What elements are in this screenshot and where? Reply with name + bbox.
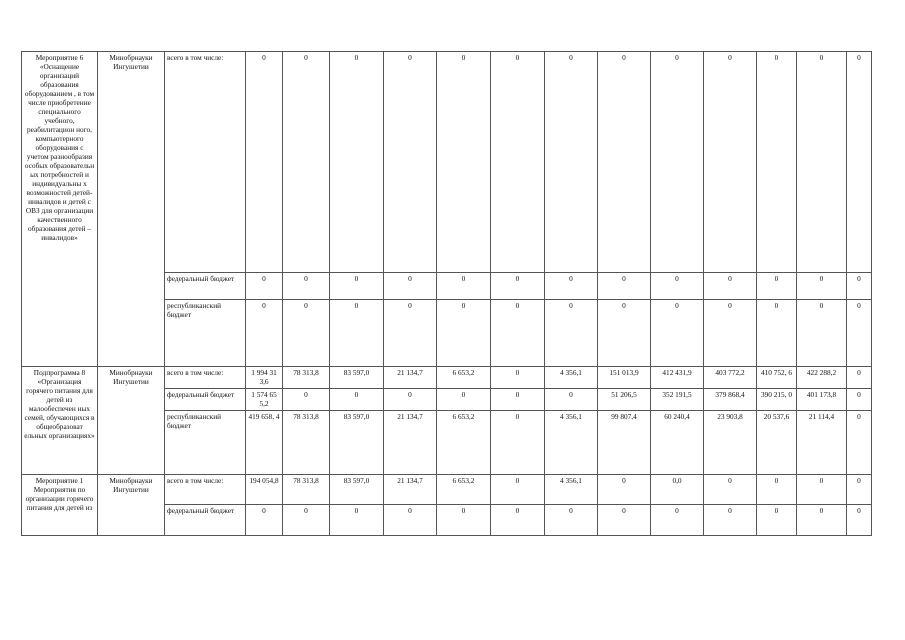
table-body (22, 52, 872, 536)
funding-source-cell: федеральный бюджет (165, 389, 246, 411)
value-cell: 151 013,9 (598, 367, 651, 389)
value-cell: 4 356,1 (545, 475, 598, 505)
value-cell: 0 (330, 273, 384, 300)
table-row (22, 367, 872, 389)
value-cell: 0 (797, 475, 847, 505)
funding-source-cell: республиканский бюджет (165, 411, 246, 475)
value-cell: 0 (651, 505, 704, 536)
value-cell: 6 653,2 (437, 367, 491, 389)
event-name-cell: Мероприятие 6 «Оснащение организаций образования оборудованием , в том числе приобретение специального учебного, реабилитацион ного, компьютерного оборудования с учетом разнообразия особых образовательн ых потребностей и индивидуальны х возможностей детей-инвалидов и детей с ОВЗ для организации качественного образования детей – инвалидов» (22, 52, 98, 367)
value-cell: 1 994 31 3,6 (246, 367, 283, 389)
value-cell: 0 (545, 389, 598, 411)
value-cell: 83 597,0 (330, 411, 384, 475)
value-cell: 0 (545, 300, 598, 367)
table-row (22, 475, 872, 505)
value-cell: 4 356,1 (545, 367, 598, 389)
value-cell: 0 (384, 389, 437, 411)
value-cell: 352 191,5 (651, 389, 704, 411)
value-cell: 1 574 65 5,2 (246, 389, 283, 411)
value-cell: 0 (384, 505, 437, 536)
value-cell: 0 (797, 505, 847, 536)
value-cell: 0 (384, 52, 437, 273)
value-cell: 0 (545, 505, 598, 536)
funding-source-cell: республиканский бюджет (165, 300, 246, 367)
value-cell: 412 431,9 (651, 367, 704, 389)
budget-table (21, 51, 872, 536)
value-cell: 0 (283, 505, 330, 536)
value-cell: 21 134,7 (384, 411, 437, 475)
value-cell: 0 (847, 367, 872, 389)
value-cell: 0 (246, 52, 283, 273)
executor-cell: Минобрнауки Ингушетии (98, 52, 165, 367)
value-cell: 0 (246, 505, 283, 536)
value-cell: 0 (545, 52, 598, 273)
value-cell: 0 (757, 475, 797, 505)
value-cell: 0 (437, 505, 491, 536)
value-cell: 21 114,4 (797, 411, 847, 475)
value-cell: 0 (651, 273, 704, 300)
value-cell: 0 (491, 273, 545, 300)
value-cell: 401 173,8 (797, 389, 847, 411)
funding-source-cell: федеральный бюджет (165, 273, 246, 300)
value-cell: 0 (847, 475, 872, 505)
value-cell: 0 (437, 389, 491, 411)
value-cell: 0 (491, 389, 545, 411)
value-cell: 422 288,2 (797, 367, 847, 389)
value-cell: 0 (598, 52, 651, 273)
value-cell: 0 (437, 273, 491, 300)
value-cell: 21 134,7 (384, 475, 437, 505)
value-cell: 0 (847, 52, 872, 273)
value-cell: 0 (330, 300, 384, 367)
table-row (22, 52, 872, 273)
value-cell: 83 597,0 (330, 475, 384, 505)
value-cell: 6 653,2 (437, 475, 491, 505)
value-cell: 0 (704, 52, 757, 273)
value-cell: 78 313,8 (283, 411, 330, 475)
value-cell: 0 (491, 52, 545, 273)
value-cell: 0 (437, 52, 491, 273)
value-cell: 0 (704, 505, 757, 536)
value-cell: 0 (437, 300, 491, 367)
value-cell: 0 (598, 475, 651, 505)
value-cell: 0 (847, 300, 872, 367)
value-cell: 0 (246, 300, 283, 367)
value-cell: 0 (797, 300, 847, 367)
value-cell: 60 240,4 (651, 411, 704, 475)
value-cell: 0 (704, 300, 757, 367)
value-cell: 194 054,8 (246, 475, 283, 505)
value-cell: 0 (330, 505, 384, 536)
value-cell: 0 (598, 300, 651, 367)
value-cell: 0 (283, 300, 330, 367)
value-cell: 419 658, 4 (246, 411, 283, 475)
value-cell: 0 (797, 273, 847, 300)
value-cell: 21 134,7 (384, 367, 437, 389)
value-cell: 0 (847, 389, 872, 411)
value-cell: 0 (384, 300, 437, 367)
value-cell: 0 (847, 273, 872, 300)
value-cell: 0 (491, 475, 545, 505)
value-cell: 83 597,0 (330, 367, 384, 389)
value-cell: 0 (757, 300, 797, 367)
value-cell: 23 903,8 (704, 411, 757, 475)
value-cell: 0 (246, 273, 283, 300)
event-name-cell: Мероприятие 1 Мероприятия по организации горячего питания для детей из (22, 475, 98, 536)
value-cell: 0 (283, 389, 330, 411)
funding-source-cell: всего в том числе: (165, 475, 246, 505)
value-cell: 78 313,8 (283, 367, 330, 389)
value-cell: 379 868,4 (704, 389, 757, 411)
event-name-cell: Подпрограмма 8 «Организация горячего питания для детей из малообеспечен ных семей, обучающихся в общеобразоват ельных организациях» (22, 367, 98, 475)
value-cell: 99 807,4 (598, 411, 651, 475)
value-cell: 0 (283, 273, 330, 300)
value-cell: 390 215, 0 (757, 389, 797, 411)
value-cell: 0 (384, 273, 437, 300)
value-cell: 0 (704, 475, 757, 505)
value-cell: 0 (283, 52, 330, 273)
value-cell: 20 537,6 (757, 411, 797, 475)
value-cell: 0 (598, 273, 651, 300)
value-cell: 0 (847, 505, 872, 536)
value-cell: 78 313,8 (283, 475, 330, 505)
value-cell: 0 (330, 389, 384, 411)
value-cell: 0 (491, 411, 545, 475)
value-cell: 0 (545, 273, 598, 300)
executor-cell: Минобрнауки Ингушетии (98, 475, 165, 536)
value-cell: 0 (598, 505, 651, 536)
value-cell: 51 206,5 (598, 389, 651, 411)
value-cell: 0 (491, 505, 545, 536)
value-cell: 0 (651, 52, 704, 273)
value-cell: 0 (491, 367, 545, 389)
value-cell: 0 (651, 300, 704, 367)
funding-source-cell: федеральный бюджет (165, 505, 246, 536)
value-cell: 0 (330, 52, 384, 273)
value-cell: 0 (797, 52, 847, 273)
value-cell: 0 (491, 300, 545, 367)
value-cell: 0 (847, 411, 872, 475)
value-cell: 0 (757, 273, 797, 300)
value-cell: 6 653,2 (437, 411, 491, 475)
executor-cell: Минобрнауки Ингушетии (98, 367, 165, 475)
value-cell: 0 (757, 52, 797, 273)
value-cell: 0 (704, 273, 757, 300)
funding-source-cell: всего в том числе: (165, 367, 246, 389)
value-cell: 410 752, 6 (757, 367, 797, 389)
value-cell: 0,0 (651, 475, 704, 505)
value-cell: 0 (757, 505, 797, 536)
funding-source-cell: всего в том числе: (165, 52, 246, 273)
value-cell: 4 356,1 (545, 411, 598, 475)
value-cell: 403 772,2 (704, 367, 757, 389)
